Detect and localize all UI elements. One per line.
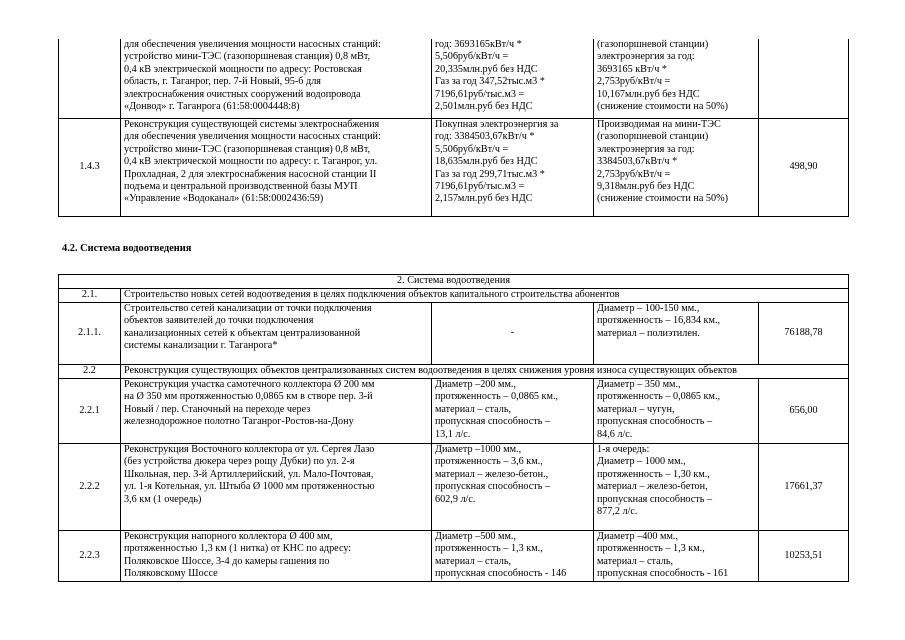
text-line: 0,4 кВ электрической мощности по адресу: г. Таганрог, ул. [124, 156, 378, 168]
text-line: Газ за год 299,71тыс.м3 * [435, 168, 545, 180]
row-number: 2.2.3 [59, 531, 121, 582]
table-row [59, 39, 849, 119]
text-line: 2,753руб/кВт/ч = [597, 76, 671, 88]
row-description [121, 39, 432, 119]
row-cost [759, 39, 849, 119]
text-line: «Управление «Водоканал» (61:58:0002436:59) [124, 193, 324, 205]
text-line: Диаметр –400 мм., [597, 531, 679, 542]
text-line: 13,1 л/с. [435, 428, 471, 440]
text-line: протяженность – 0,0865 км., [435, 391, 559, 403]
text-line: материал – сталь, [435, 403, 512, 415]
text-line: Производимая на мини-ТЭС [597, 119, 721, 130]
text-line: 2,753руб/кВт/ч = [597, 168, 671, 180]
text-line: Диаметр – 100-150 мм., [597, 303, 700, 314]
text-line: Диаметр –200 мм., [435, 379, 517, 390]
row-cost: 10253,51 [759, 531, 849, 582]
row-before [432, 39, 594, 119]
table-row [59, 379, 849, 444]
text-line: железнодорожное полотно Таганрог-Ростов-на-Дону [124, 416, 354, 428]
section-heading: 4.2. Система водоотведения [62, 243, 192, 254]
row-before [432, 531, 594, 582]
text-line: системы канализации г. Таганрога* [124, 340, 278, 352]
text-line: Прохладная, 2 для электроснабжения насосной станции II [124, 168, 377, 180]
text-line: 3693165 кВт/ч * [597, 63, 667, 75]
row-number: 2.2.2 [59, 444, 121, 531]
row-cost: 17661,37 [759, 444, 849, 531]
table-title: 2. Система водоотведения [59, 275, 849, 289]
section-number: 2.1. [59, 289, 121, 303]
text-line: 5,506руб/кВт/ч = [435, 51, 509, 63]
text-line: - [510, 327, 515, 339]
text-line: материал – железо-бетон., [435, 468, 549, 480]
text-line: протяженность – 0,0865 км., [597, 391, 721, 403]
text-line: пропускная способность - 161 [597, 568, 729, 580]
text-line: 1-я очередь: [597, 444, 650, 455]
text-line: подъема и центральной производственной базы МУП [124, 181, 358, 193]
text-line: протяженность – 3,6 км., [435, 456, 543, 468]
text-line: (без устройства дюкера через рощу Дубки) по ул. 2-я [124, 456, 355, 468]
row-after [594, 119, 759, 217]
text-line: материал – полиэтилен. [597, 327, 700, 339]
row-description [121, 379, 432, 444]
text-line: пропускная способность – [597, 416, 713, 428]
text-line: 602,9 л/с. [435, 493, 476, 505]
text-line: Газ за год 347,52тыс.м3 * [435, 76, 545, 88]
row-description [121, 119, 432, 217]
text-line: материал – сталь, [435, 555, 512, 567]
text-line: пропускная способность – [435, 481, 551, 493]
row-number: 1.4.3 [59, 119, 121, 217]
text-line: (газопоршневой станции) [597, 39, 709, 50]
text-line: Поляковское Шоссе, 3-4 до камеры гашения по [124, 555, 330, 567]
section-row [59, 289, 849, 303]
text-line: Реконструкция напорного коллектора Ø 400 мм, [124, 531, 333, 542]
text-line: материал – железо-бетон, [597, 481, 708, 493]
row-description [121, 444, 432, 531]
text-line: год: 3693165кВт/ч * [435, 39, 522, 50]
text-line: ул. 1-я Котельная, ул. Штыба Ø 1000 мм протяженностью [124, 481, 375, 493]
energy-table [58, 39, 849, 217]
row-after [594, 531, 759, 582]
text-line: Диаметр –1000 мм., [435, 444, 522, 455]
table-row [59, 444, 849, 531]
text-line: Строительство сетей канализации от точки подключения [124, 303, 372, 314]
text-line: 9,318млн.руб без НДС [597, 181, 695, 193]
text-line: пропускная способность – [597, 493, 713, 505]
text-line: пропускная способность - 146 [435, 568, 567, 580]
wastewater-table [58, 274, 849, 582]
text-line: Диаметр – 350 мм., [597, 379, 681, 390]
row-number [59, 39, 121, 119]
table-row [59, 531, 849, 582]
text-line: устройство мини-ТЭС (газопоршневая станция) 0,8 мВт, [124, 143, 371, 155]
text-line: электроснабжения очистных сооружений водопровода [124, 88, 361, 100]
text-line: (газопоршневой станции) [597, 131, 709, 143]
text-line: материал – чугун, [597, 403, 675, 415]
section-row [59, 365, 849, 379]
text-line: Реконструкция участка самотечного коллектора Ø 200 мм [124, 379, 375, 390]
text-line: Реконструкция существующей системы электроснабжения [124, 119, 380, 130]
text-line: 2,157млн.руб без НДС [435, 193, 533, 205]
text-line: (снижение стоимости на 50%) [597, 193, 728, 205]
row-cost: 76188,78 [759, 303, 849, 365]
text-line: Покупная электроэнергия за [435, 119, 559, 130]
section-title: Реконструкция существующих объектов централизованных систем водоотведения в целях снижения уровня износа существующих объектов [121, 365, 849, 379]
row-after [594, 379, 759, 444]
text-line: канализационных сетей к объектам централизованной [124, 327, 361, 339]
row-after [594, 303, 759, 365]
text-line: для обеспечения увеличения мощности насосных станций: [124, 131, 381, 143]
text-line: 20,335млн.руб без НДС [435, 63, 538, 75]
text-line: пропускная способность – [435, 416, 551, 428]
text-line: устройство мини-ТЭС (газопоршневая станция) 0,8 мВт, [124, 51, 371, 63]
text-line: Реконструкция Восточного коллектора от ул. Сергея Лазо [124, 444, 375, 455]
table-title-row [59, 275, 849, 289]
row-before [432, 303, 594, 365]
text-line: для обеспечения увеличения мощности насосных станций: [124, 39, 381, 50]
text-line: год: 3384503,67кВт/ч * [435, 131, 535, 143]
table-row [59, 303, 849, 365]
text-line: электроэнергия за год: [597, 143, 695, 155]
text-line: 7196,61руб/тыс.м3 = [435, 181, 525, 193]
text-line: на Ø 350 мм протяженностью 0,0865 км в створе пер. 3-й [124, 391, 373, 403]
row-cost: 498,90 [759, 119, 849, 217]
text-line: (снижение стоимости на 50%) [597, 101, 728, 113]
row-after [594, 39, 759, 119]
section-title: Строительство новых сетей водоотведения в целях подключения объектов капитального строительства абонентов [121, 289, 849, 303]
text-line: 10,167млн.руб без НДС [597, 88, 700, 100]
text-line: 877,2 л/с. [597, 506, 638, 518]
table-row [59, 119, 849, 217]
text-line: 0,4 кВ электрической мощности по адресу: Ростовская [124, 63, 362, 75]
text-line: Школьная, пер. 3-й Артиллерийский, ул. Мало-Почтовая, [124, 468, 374, 480]
row-description [121, 531, 432, 582]
text-line: объектов заявителей до точки подключения [124, 315, 314, 327]
row-cost: 656,00 [759, 379, 849, 444]
text-line: область, г. Таганрог, пер. 7-й Новый, 95-б для [124, 76, 321, 88]
text-line: протяженностью 1,3 км (1 нитка) от КНС по адресу: [124, 543, 352, 555]
text-line: протяженность – 1,3 км., [435, 543, 543, 555]
text-line: 18,635млн.руб без НДС [435, 156, 538, 168]
row-description [121, 303, 432, 365]
text-line: 3,6 км (1 очередь) [124, 493, 202, 505]
row-before [432, 444, 594, 531]
row-after [594, 444, 759, 531]
text-line: Поляковскому Шоссе [124, 568, 218, 580]
text-line: протяженность – 16,834 км., [597, 315, 721, 327]
row-before [432, 379, 594, 444]
text-line: протяженность – 1,3 км., [597, 543, 705, 555]
text-line: протяженность – 1,30 км., [597, 468, 710, 480]
section-number: 2.2 [59, 365, 121, 379]
text-line: Диаметр – 1000 мм., [597, 456, 686, 468]
text-line: 5,506руб/кВт/ч = [435, 143, 509, 155]
text-line: 84,6 л/с. [597, 428, 633, 440]
text-line: материал – сталь, [597, 555, 674, 567]
row-before [432, 119, 594, 217]
text-line: 7196,61руб/тыс.м3 = [435, 88, 525, 100]
text-line: электроэнергия за год: [597, 51, 695, 63]
text-line: Новый / пер. Станочный на переходе через [124, 403, 311, 415]
text-line: «Донвод» г. Таганрога (61:58:0004448:8) [124, 101, 300, 113]
text-line: Диаметр –500 мм., [435, 531, 517, 542]
row-number: 2.2.1 [59, 379, 121, 444]
text-line: 3384503,67кВт/ч * [597, 156, 678, 168]
text-line: 2,501млн.руб без НДС [435, 101, 533, 113]
row-number: 2.1.1. [59, 303, 121, 365]
